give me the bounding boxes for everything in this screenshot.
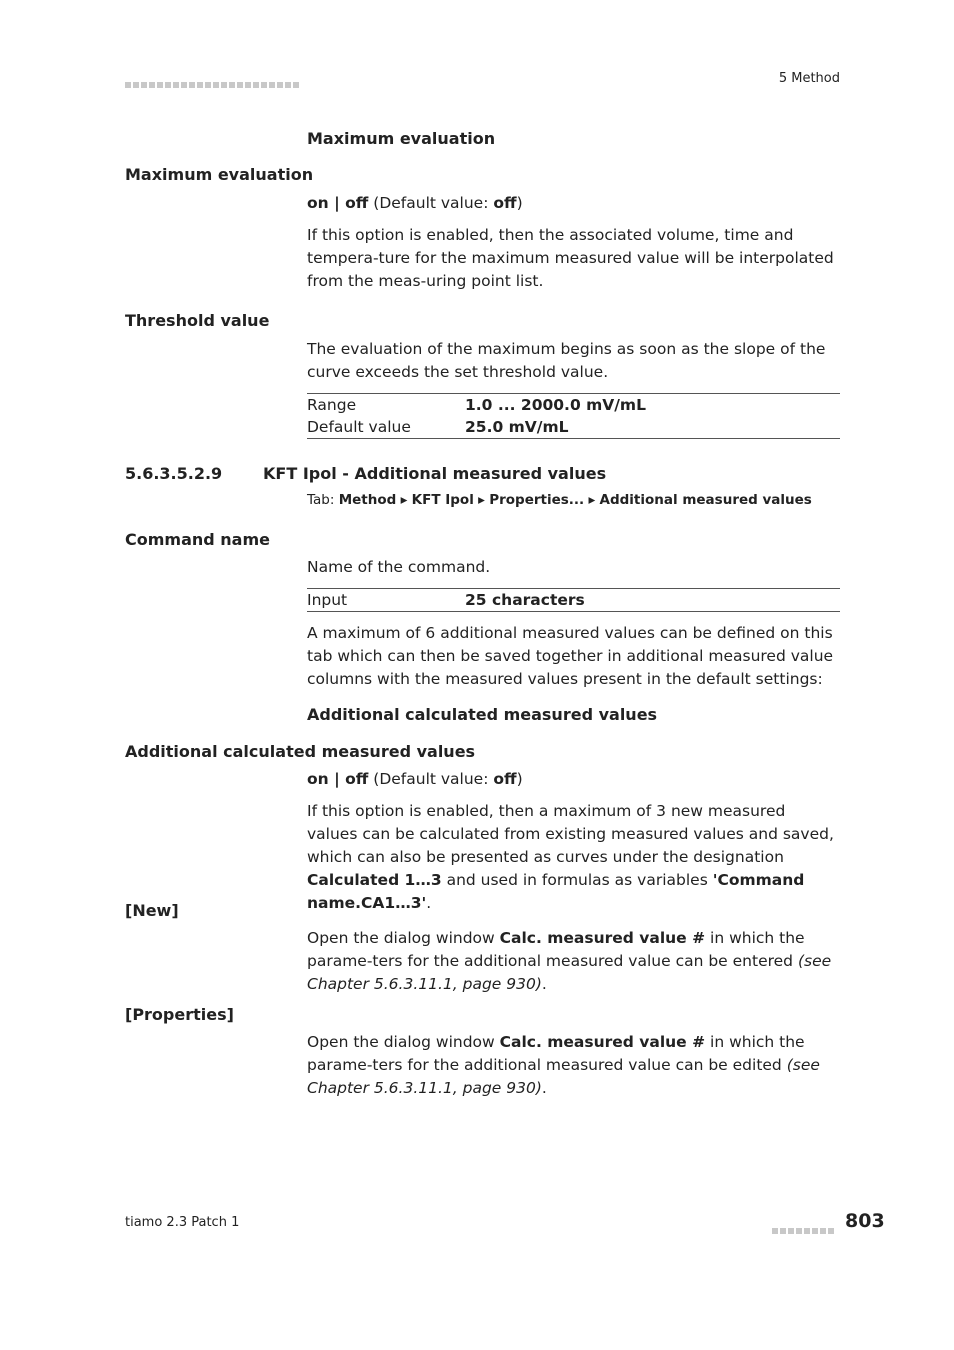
tab-path-additional: Additional measured values	[599, 492, 812, 508]
command-name-table	[307, 588, 840, 612]
default-value-value: 25.0 mV/mL	[465, 418, 569, 436]
footer-product: tiamo 2.3 Patch 1	[125, 1215, 240, 1230]
chapter-reference-link[interactable]: (see Chapter 5.6.3.11.1, page 930)	[307, 1056, 820, 1097]
maximum-evaluation-description	[307, 224, 840, 293]
additional-calc-label: Additional calculated measured values	[125, 742, 476, 761]
description-text: If this option is enabled, then the associated volume, time and tempera-ture for the maximum measured value will be interpolated from the meas-uring point list.	[307, 226, 834, 290]
section-title: KFT Ipol - Additional measured values	[263, 464, 607, 483]
footer-decoration-bar	[772, 1220, 836, 1238]
properties-button-description	[307, 1031, 840, 1100]
command-name-description: Name of the command.	[307, 558, 491, 576]
separator-arrow-icon: ▸	[584, 492, 600, 508]
description-text: Open the dialog window	[307, 1033, 500, 1051]
tab-path	[307, 492, 812, 508]
dialog-name: Calc. measured value #	[499, 929, 706, 947]
section-number: 5.6.3.5.2.9	[125, 464, 223, 483]
command-name-note: A maximum of 6 additional measured values can be defined on this tab which can then be saved together in additional measured value columns with the measured values present in the default settings:	[307, 624, 834, 688]
description-text: .	[541, 975, 547, 993]
description-text: .	[541, 1079, 547, 1097]
default-suffix: )	[516, 194, 523, 212]
description-text: .	[426, 894, 432, 912]
chapter-reference-link[interactable]: (see Chapter 5.6.3.11.1, page 930)	[307, 952, 832, 993]
input-key: Input	[307, 591, 348, 609]
default-value: off	[493, 194, 517, 212]
table-row	[307, 589, 840, 611]
description-text: Open the dialog window	[307, 929, 500, 947]
description-text: and used in formulas as variables	[441, 871, 713, 889]
threshold-value-label: Threshold value	[125, 311, 270, 330]
variable-name: 'Command name.CA1…3'	[307, 871, 805, 912]
properties-button-label: [Properties]	[125, 1005, 234, 1024]
maximum-evaluation-heading: Maximum evaluation	[307, 129, 496, 148]
tab-path-properties: Properties...	[489, 492, 585, 508]
running-chapter-title: 5 Method	[778, 71, 840, 86]
description-text: If this option is enabled, then a maximum of 3 new measured values can be calculated from existing measured values and saved, which can also be presented as curves under the designation	[307, 802, 834, 866]
tab-prefix: Tab:	[307, 492, 339, 508]
maximum-evaluation-options	[307, 192, 840, 215]
threshold-value-description: The evaluation of the maximum begins as soon as the slope of the curve exceeds the set threshold value.	[307, 340, 826, 381]
default-value: off	[493, 770, 517, 788]
threshold-parameter-table	[307, 393, 840, 439]
options-text: on | off	[307, 770, 369, 788]
range-value: 1.0 ... 2000.0 mV/mL	[465, 396, 646, 414]
additional-calc-heading: Additional calculated measured values	[307, 705, 658, 724]
header-decoration-bar	[125, 74, 307, 81]
tab-path-method: Method	[338, 492, 397, 508]
table-row	[307, 394, 840, 416]
new-button-label: [New]	[125, 901, 179, 920]
table-row	[307, 416, 840, 438]
options-text: on | off	[307, 194, 369, 212]
separator-arrow-icon: ▸	[473, 492, 490, 508]
default-prefix: (Default value:	[368, 194, 494, 212]
range-key: Range	[307, 396, 357, 414]
description-text: in which the parame-ters for the additional measured value can be entered	[307, 929, 805, 970]
new-button-description	[307, 927, 840, 996]
dialog-name: Calc. measured value #	[499, 1033, 706, 1051]
page-number: 803	[845, 1210, 885, 1232]
additional-calc-description	[307, 800, 840, 915]
description-text: in which the parame-ters for the additional measured value can be edited	[307, 1033, 805, 1074]
default-prefix: (Default value:	[368, 770, 494, 788]
default-suffix: )	[516, 770, 523, 788]
command-name-label: Command name	[125, 530, 270, 549]
additional-calc-options	[307, 768, 840, 791]
maximum-evaluation-label: Maximum evaluation	[125, 165, 314, 184]
separator-arrow-icon: ▸	[396, 492, 412, 508]
default-value-key: Default value	[307, 418, 411, 436]
calculated-designation: Calculated 1…3	[307, 871, 442, 889]
input-value: 25 characters	[465, 591, 585, 609]
tab-path-kft-ipol: KFT Ipol	[411, 492, 474, 508]
